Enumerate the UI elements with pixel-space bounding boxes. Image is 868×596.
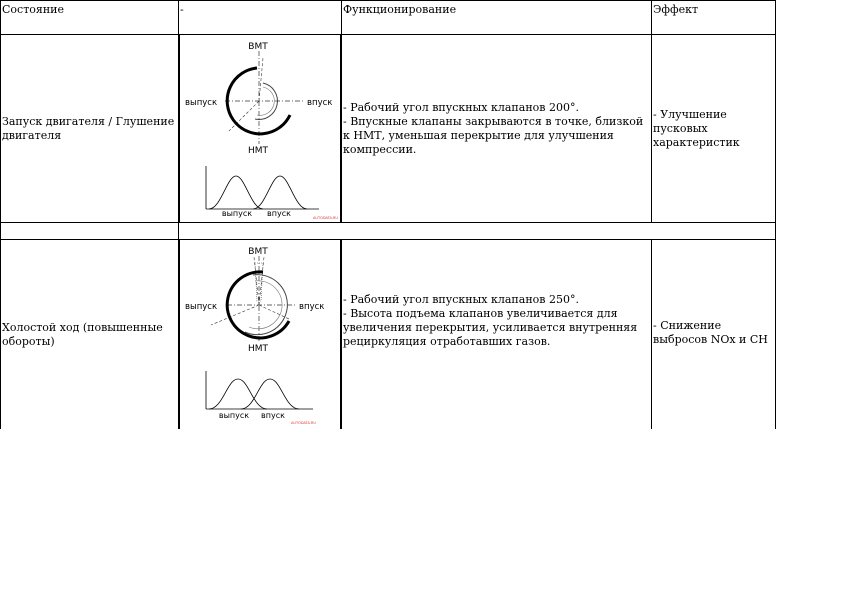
spacer-left (0, 222, 179, 240)
curve-exhaust-label: выпуск (221, 209, 253, 218)
valve-timing-diagram-250 (181, 241, 341, 427)
intake-label: впуск (307, 98, 333, 108)
row1-effect-text: - Улучшение пусковых характеристик (653, 107, 740, 149)
row2-function-text (343, 293, 650, 349)
intake-label: впуск (299, 302, 325, 312)
valve-timing-diagram-200 (181, 36, 341, 223)
row2-function-line: - Рабочий угол впускных клапанов 250°. (343, 292, 579, 306)
exhaust-label: выпуск (185, 98, 218, 108)
exhaust-lift-curve (209, 379, 267, 409)
exhaust-label: выпуск (185, 302, 218, 312)
row2-state-text: Холостой ход (повышенные обороты) (2, 320, 163, 348)
row1-state-text: Запуск двигателя / Глушение двигателя (2, 114, 175, 142)
bdc-label: НМТ (247, 344, 269, 354)
watermark: AUTODATA.RU (313, 216, 338, 220)
row1-diagram-cell (178, 34, 342, 223)
tdc-label: ВМТ (248, 247, 268, 257)
row2-effect (651, 239, 776, 429)
row2-diagram-cell (178, 239, 342, 429)
exhaust-open-line (211, 305, 259, 325)
header-effect: Эффект (651, 0, 776, 35)
header-state: Состояние (0, 0, 179, 35)
intake-lift-curve (253, 176, 307, 209)
curve-intake-label: впуск (261, 411, 285, 420)
row2-function (341, 239, 652, 429)
row1-function-line: - Рабочий угол впускных клапанов 200°. (343, 100, 579, 114)
bdc-label: НМТ (247, 146, 269, 156)
spacer-right (178, 222, 776, 240)
row1-effect (651, 34, 776, 223)
row2-function-line: - Высота подъема клапанов увеличивается для увеличения перекрытия, усиливается внутренняя рециркуляция отработавших газов. (343, 306, 638, 348)
row2-state (0, 239, 179, 429)
tdc-label: ВМТ (248, 42, 268, 52)
curve-exhaust-label: выпуск (218, 411, 250, 420)
row1-function-line: - Впускные клапаны закрываются в точке, близкой к НМТ, уменьшая перекрытие для улучшения компрессии. (343, 114, 644, 156)
row1-function (341, 34, 652, 223)
curve-intake-label: впуск (267, 209, 291, 218)
exhaust-close-line (259, 58, 263, 101)
intake-lift-curve (241, 379, 299, 409)
row1-function-text (343, 101, 650, 157)
watermark: AUTODATA.RU (291, 421, 316, 425)
exhaust-open-line (229, 101, 259, 131)
exhaust-lift-curve (209, 176, 263, 209)
header-diagram: - (178, 0, 342, 35)
row1-state (0, 34, 179, 223)
row2-effect-text: - Снижение выбросов NOx и CH (653, 318, 768, 346)
header-function: Функционирование (341, 0, 652, 35)
